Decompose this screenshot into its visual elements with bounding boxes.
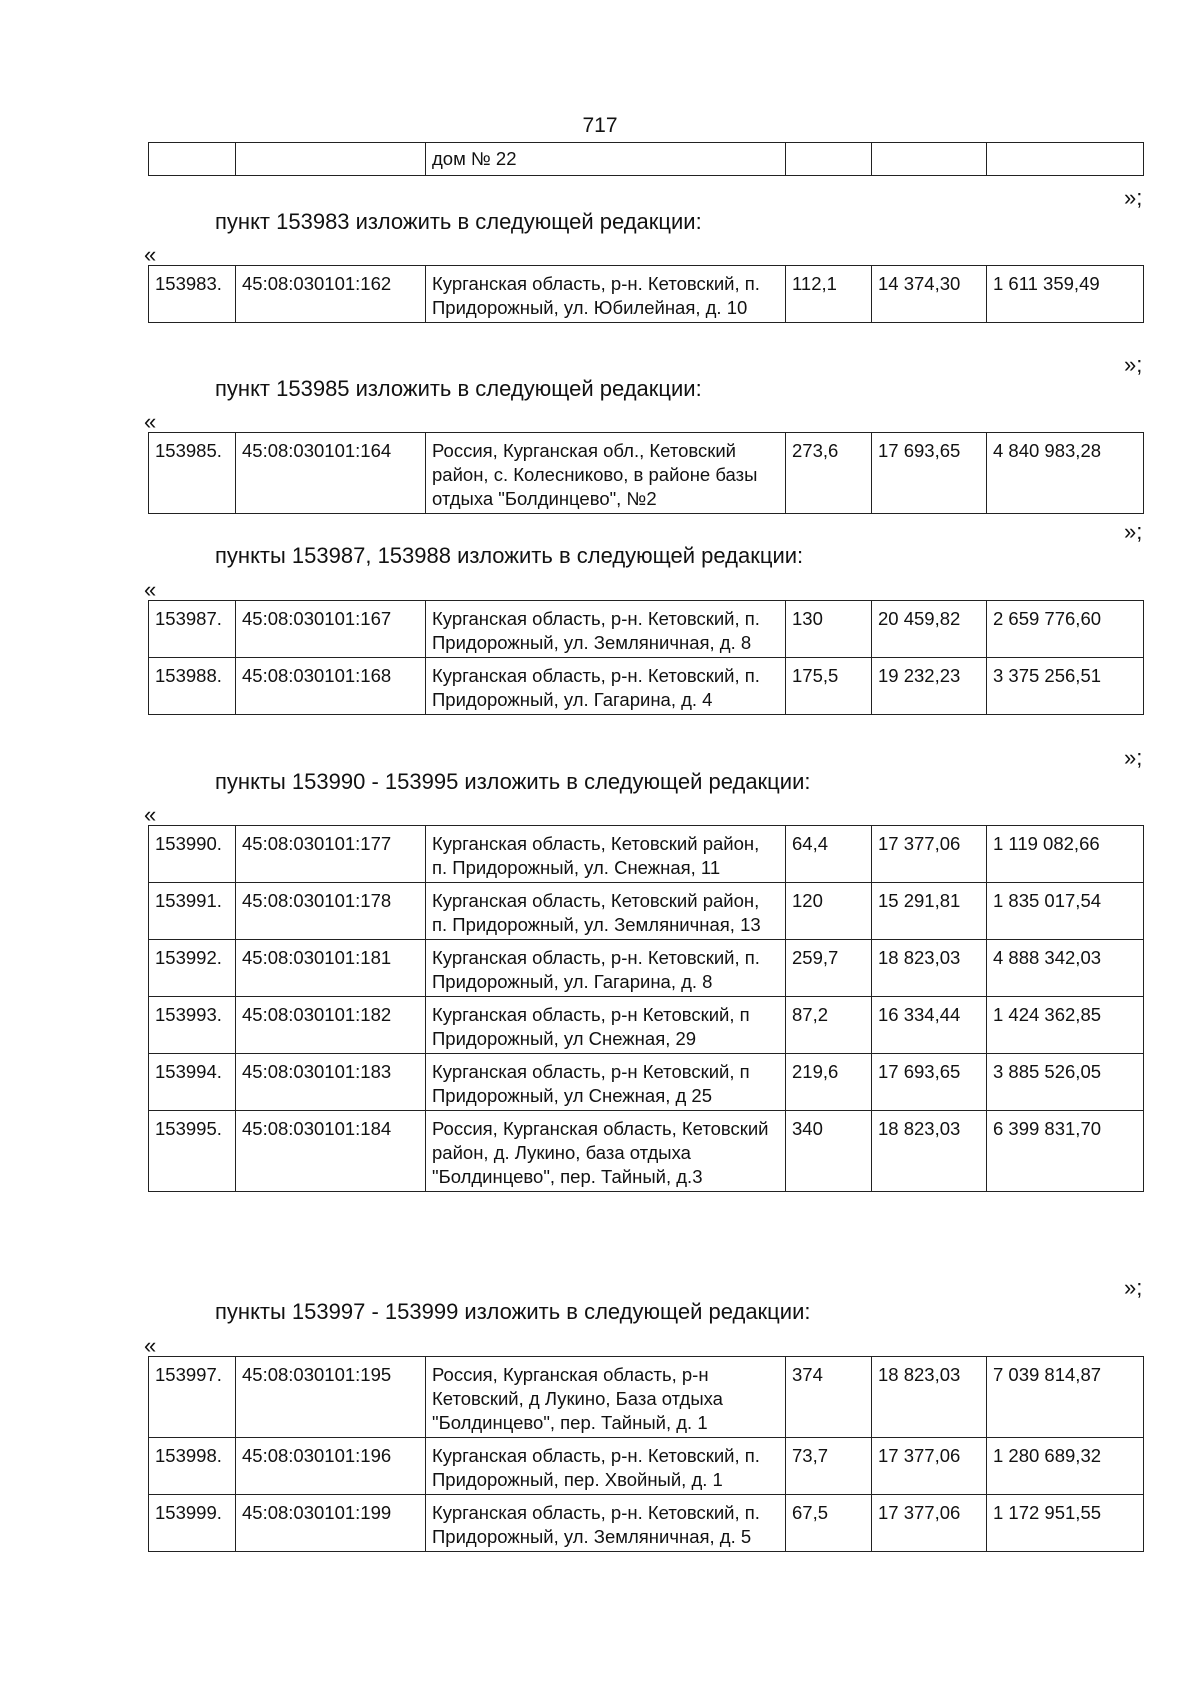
value-cell: 3 885 526,05 bbox=[987, 1054, 1144, 1111]
rate-cell: 19 232,23 bbox=[872, 658, 987, 715]
cadastral-number-cell: 45:08:030101:164 bbox=[236, 433, 426, 514]
rate-cell: 17 377,06 bbox=[872, 826, 987, 883]
rate-cell: 16 334,44 bbox=[872, 997, 987, 1054]
table-row bbox=[149, 658, 1144, 715]
rate-cell: 17 693,65 bbox=[872, 1054, 987, 1111]
address-cell: Курганская область, р-н. Кетовский, п. Придорожный, ул. Гагарина, д. 8 bbox=[426, 940, 786, 997]
closing-quote: »; bbox=[1124, 1275, 1143, 1300]
value-cell: 1 424 362,85 bbox=[987, 997, 1144, 1054]
opening-quote: « bbox=[144, 1333, 157, 1358]
value-cell bbox=[987, 143, 1144, 176]
value-cell: 1 172 951,55 bbox=[987, 1495, 1144, 1552]
cadastral-number-cell: 45:08:030101:183 bbox=[236, 1054, 426, 1111]
amendment-table bbox=[148, 600, 1144, 715]
address-cell: Курганская область, р-н. Кетовский, п. Придорожный, ул. Юбилейная, д. 10 bbox=[426, 266, 786, 323]
cadastral-number-cell: 45:08:030101:182 bbox=[236, 997, 426, 1054]
cadastral-number-cell: 45:08:030101:195 bbox=[236, 1357, 426, 1438]
value-cell: 2 659 776,60 bbox=[987, 601, 1144, 658]
closing-quote: »; bbox=[1124, 519, 1143, 544]
row-number-cell: 153997. bbox=[149, 1357, 236, 1438]
cadastral-number-cell: 45:08:030101:162 bbox=[236, 266, 426, 323]
area-cell: 273,6 bbox=[786, 433, 872, 514]
address-cell: дом № 22 bbox=[426, 143, 786, 176]
cadastral-number-cell: 45:08:030101:199 bbox=[236, 1495, 426, 1552]
row-number-cell: 153983. bbox=[149, 266, 236, 323]
rate-cell: 15 291,81 bbox=[872, 883, 987, 940]
area-cell: 87,2 bbox=[786, 997, 872, 1054]
row-number-cell: 153988. bbox=[149, 658, 236, 715]
address-cell: Россия, Курганская область, р-н Кетовский, д Лукино, База отдыха "Болдинцево", пер. Тайный, д. 1 bbox=[426, 1357, 786, 1438]
table-row bbox=[149, 143, 1144, 176]
cadastral-number-cell: 45:08:030101:181 bbox=[236, 940, 426, 997]
value-cell: 4 888 342,03 bbox=[987, 940, 1144, 997]
value-cell: 6 399 831,70 bbox=[987, 1111, 1144, 1192]
amendment-table bbox=[148, 825, 1144, 1192]
rate-cell: 18 823,03 bbox=[872, 1357, 987, 1438]
table-row bbox=[149, 1357, 1144, 1438]
row-number-cell: 153985. bbox=[149, 433, 236, 514]
value-cell: 1 280 689,32 bbox=[987, 1438, 1144, 1495]
row-number-cell: 153993. bbox=[149, 997, 236, 1054]
value-cell: 3 375 256,51 bbox=[987, 658, 1144, 715]
row-number-cell: 153987. bbox=[149, 601, 236, 658]
row-number-cell: 153995. bbox=[149, 1111, 236, 1192]
rate-cell: 20 459,82 bbox=[872, 601, 987, 658]
address-cell: Курганская область, р-н. Кетовский, п. Придорожный, пер. Хвойный, д. 1 bbox=[426, 1438, 786, 1495]
opening-quote: « bbox=[144, 242, 157, 267]
area-cell: 64,4 bbox=[786, 826, 872, 883]
address-cell: Курганская область, Кетовский район, п. Придорожный, ул. Земляничная, 13 bbox=[426, 883, 786, 940]
area-cell: 340 bbox=[786, 1111, 872, 1192]
amendment-table bbox=[148, 432, 1144, 514]
value-cell: 4 840 983,28 bbox=[987, 433, 1144, 514]
area-cell bbox=[786, 143, 872, 176]
table-row bbox=[149, 1438, 1144, 1495]
amendment-table bbox=[148, 1356, 1144, 1552]
value-cell: 1 119 082,66 bbox=[987, 826, 1144, 883]
opening-quote: « bbox=[144, 802, 157, 827]
cadastral-number-cell: 45:08:030101:178 bbox=[236, 883, 426, 940]
address-cell: Курганская область, р-н. Кетовский, п. Придорожный, ул. Земляничная, д. 5 bbox=[426, 1495, 786, 1552]
area-cell: 374 bbox=[786, 1357, 872, 1438]
area-cell: 112,1 bbox=[786, 266, 872, 323]
table-row bbox=[149, 940, 1144, 997]
area-cell: 130 bbox=[786, 601, 872, 658]
table-row bbox=[149, 1495, 1144, 1552]
amendment-instruction: пункты 153997 - 153999 изложить в следующей редакции: bbox=[215, 1299, 811, 1324]
table-row bbox=[149, 1111, 1144, 1192]
closing-quote: »; bbox=[1124, 352, 1143, 377]
rate-cell: 17 377,06 bbox=[872, 1438, 987, 1495]
cadastral-number-cell: 45:08:030101:177 bbox=[236, 826, 426, 883]
rate-cell: 17 693,65 bbox=[872, 433, 987, 514]
table-row bbox=[149, 1054, 1144, 1111]
cadastral-number-cell: 45:08:030101:184 bbox=[236, 1111, 426, 1192]
rate-cell: 18 823,03 bbox=[872, 940, 987, 997]
area-cell: 175,5 bbox=[786, 658, 872, 715]
row-number-cell: 153998. bbox=[149, 1438, 236, 1495]
opening-quote: « bbox=[144, 577, 157, 602]
value-cell: 1 611 359,49 bbox=[987, 266, 1144, 323]
closing-quote: »; bbox=[1124, 185, 1143, 210]
table-row bbox=[149, 883, 1144, 940]
amendment-table bbox=[148, 265, 1144, 323]
row-number-cell bbox=[149, 143, 236, 176]
row-number-cell: 153999. bbox=[149, 1495, 236, 1552]
amendment-instruction: пункт 153983 изложить в следующей редакции: bbox=[215, 209, 702, 234]
address-cell: Курганская область, р-н. Кетовский, п. Придорожный, ул. Земляничная, д. 8 bbox=[426, 601, 786, 658]
closing-quote: »; bbox=[1124, 745, 1143, 770]
row-number-cell: 153992. bbox=[149, 940, 236, 997]
table-row bbox=[149, 997, 1144, 1054]
cadastral-number-cell: 45:08:030101:196 bbox=[236, 1438, 426, 1495]
address-cell: Курганская область, р-н Кетовский, п Придорожный, ул Снежная, 29 bbox=[426, 997, 786, 1054]
table-row bbox=[149, 601, 1144, 658]
address-cell: Курганская область, Кетовский район, п. Придорожный, ул. Снежная, 11 bbox=[426, 826, 786, 883]
cadastral-number-cell: 45:08:030101:167 bbox=[236, 601, 426, 658]
row-number-cell: 153991. bbox=[149, 883, 236, 940]
table-row bbox=[149, 433, 1144, 514]
address-cell: Курганская область, р-н. Кетовский, п. Придорожный, ул. Гагарина, д. 4 bbox=[426, 658, 786, 715]
area-cell: 120 bbox=[786, 883, 872, 940]
address-cell: Россия, Курганская область, Кетовский район, д. Лукино, база отдыха "Болдинцево", пер. Тайный, д.3 bbox=[426, 1111, 786, 1192]
table-row bbox=[149, 826, 1144, 883]
amendment-instruction: пункты 153990 - 153995 изложить в следующей редакции: bbox=[215, 769, 811, 794]
area-cell: 259,7 bbox=[786, 940, 872, 997]
address-cell: Курганская область, р-н Кетовский, п Придорожный, ул Снежная, д 25 bbox=[426, 1054, 786, 1111]
area-cell: 73,7 bbox=[786, 1438, 872, 1495]
table-row bbox=[149, 266, 1144, 323]
rate-cell: 18 823,03 bbox=[872, 1111, 987, 1192]
address-cell: Россия, Курганская обл., Кетовский район, с. Колесниково, в районе базы отдыха "Болдинцево", №2 bbox=[426, 433, 786, 514]
value-cell: 7 039 814,87 bbox=[987, 1357, 1144, 1438]
row-number-cell: 153990. bbox=[149, 826, 236, 883]
cadastral-number-cell: 45:08:030101:168 bbox=[236, 658, 426, 715]
rate-cell: 14 374,30 bbox=[872, 266, 987, 323]
rate-cell bbox=[872, 143, 987, 176]
page-number: 717 bbox=[582, 114, 618, 137]
cadastral-number-cell bbox=[236, 143, 426, 176]
continuation-table bbox=[148, 142, 1144, 176]
amendment-instruction: пункт 153985 изложить в следующей редакции: bbox=[215, 376, 702, 401]
rate-cell: 17 377,06 bbox=[872, 1495, 987, 1552]
amendment-instruction: пункты 153987, 153988 изложить в следующей редакции: bbox=[215, 543, 804, 568]
area-cell: 67,5 bbox=[786, 1495, 872, 1552]
value-cell: 1 835 017,54 bbox=[987, 883, 1144, 940]
row-number-cell: 153994. bbox=[149, 1054, 236, 1111]
area-cell: 219,6 bbox=[786, 1054, 872, 1111]
opening-quote: « bbox=[144, 409, 157, 434]
